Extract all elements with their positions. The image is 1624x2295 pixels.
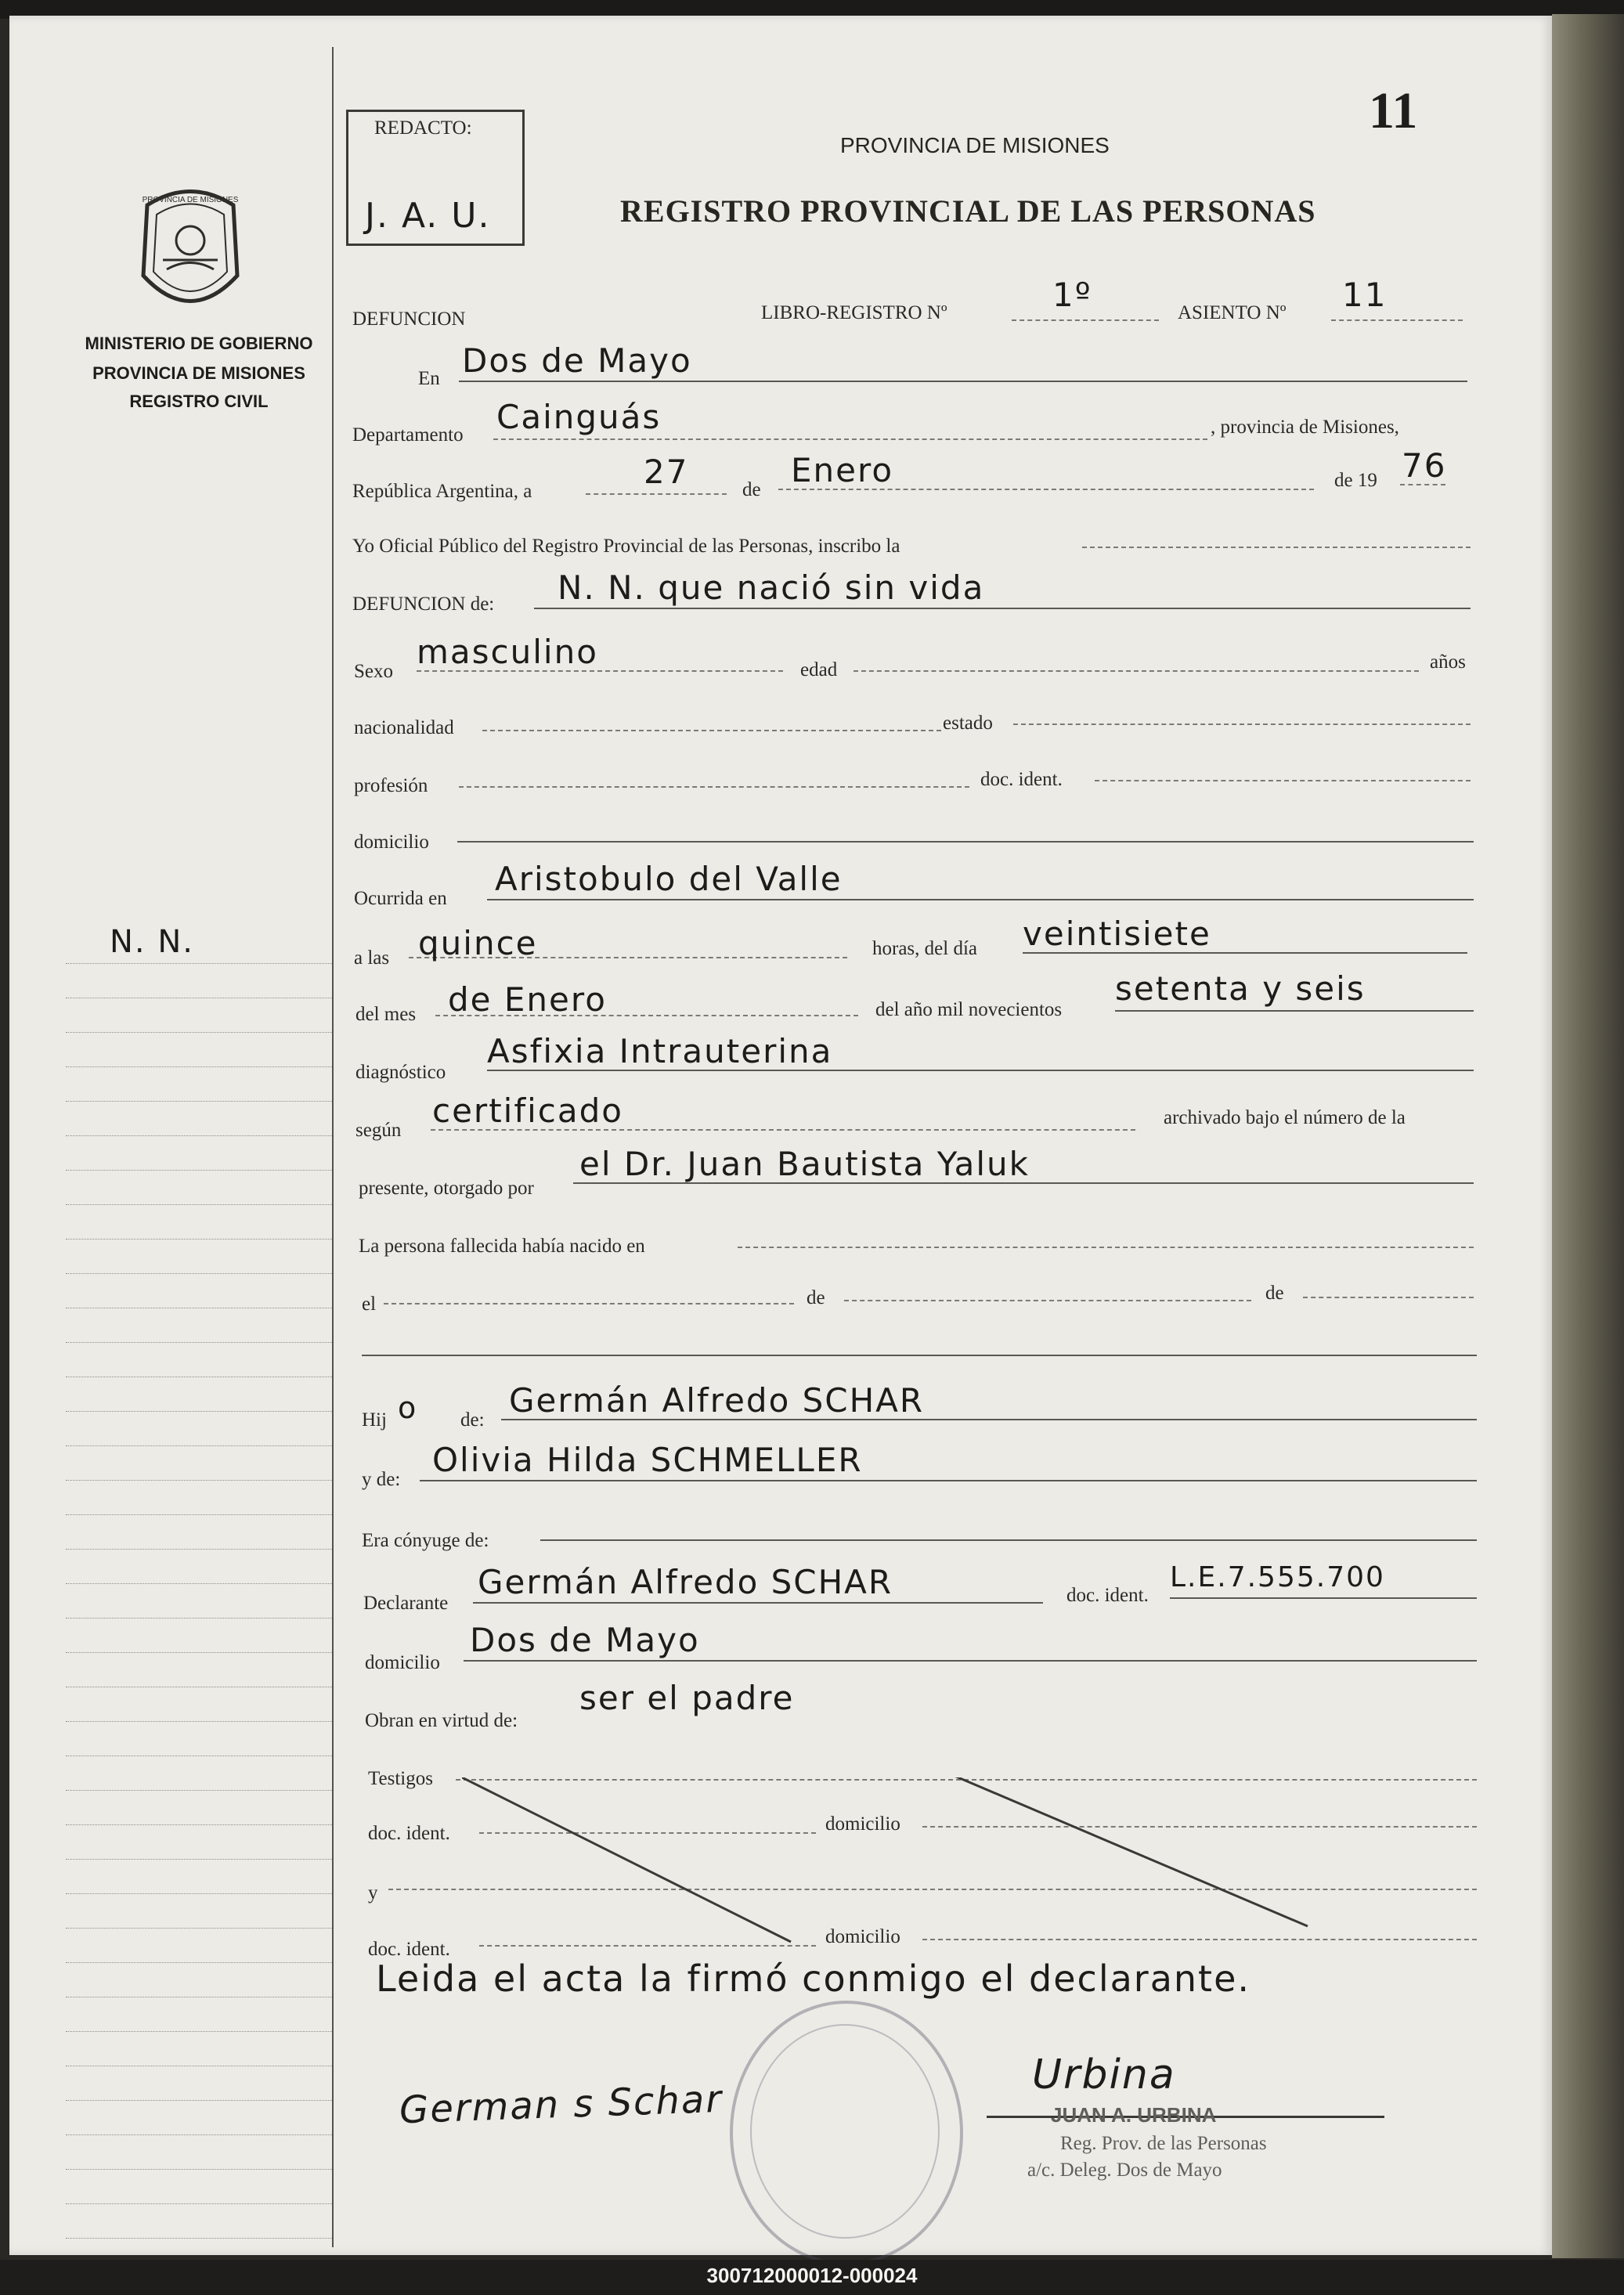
testigos-label: Testigos bbox=[368, 1768, 433, 1789]
decl-domicilio-value: Dos de Mayo bbox=[470, 1621, 700, 1659]
libro-value: 1º bbox=[1052, 276, 1092, 314]
sexo-value: masculino bbox=[417, 633, 598, 671]
margin-ruled-line bbox=[66, 1170, 332, 1171]
margin-ruled-line bbox=[66, 1204, 332, 1205]
day-value: 27 bbox=[644, 453, 689, 491]
departamento-value: Cainguás bbox=[496, 398, 662, 436]
obran-value: ser el padre bbox=[579, 1679, 795, 1717]
margin-ruled-line bbox=[66, 2100, 332, 2101]
provincia-label: , provincia de Misiones, bbox=[1211, 417, 1399, 438]
en-label: En bbox=[418, 368, 440, 389]
departamento-label: Departamento bbox=[352, 424, 464, 446]
testigos-strike-lines bbox=[462, 1777, 1480, 1958]
official-signature: Urbina bbox=[1032, 2051, 1176, 2098]
record-type-label: DEFUNCION bbox=[352, 309, 466, 330]
de-label-3: de bbox=[1265, 1283, 1284, 1304]
ministry-line-1: MINISTERIO DE GOBIERNO bbox=[85, 334, 313, 353]
margin-ruled-line bbox=[66, 1549, 332, 1550]
declarante-signature: German s Schar bbox=[399, 2077, 724, 2133]
t-doc-label: doc. ident. bbox=[368, 1823, 450, 1844]
margin-ruled-line bbox=[66, 1480, 332, 1481]
t-y-label: y bbox=[368, 1882, 378, 1903]
nacionalidad-label: nacionalidad bbox=[354, 717, 454, 738]
ocurrida-label: Ocurrida en bbox=[354, 888, 447, 909]
declarante-value: Germán Alfredo SCHAR bbox=[478, 1563, 893, 1601]
official-stamp-inner bbox=[750, 2024, 940, 2239]
margin-ruled-line bbox=[66, 1445, 332, 1446]
hijo-label-a: Hij bbox=[362, 1409, 387, 1431]
year-label: de 19 bbox=[1334, 470, 1377, 491]
province-heading: PROVINCIA DE MISIONES bbox=[840, 133, 1110, 157]
redacto-value: J. A. U. bbox=[365, 196, 491, 236]
ocurrida-value: Aristobulo del Valle bbox=[495, 860, 843, 898]
margin-ruled-line bbox=[66, 1135, 332, 1136]
margin-ruled-line bbox=[66, 1239, 332, 1240]
presente-value: el Dr. Juan Bautista Yaluk bbox=[579, 1145, 1030, 1183]
dia-value: veintisiete bbox=[1023, 915, 1211, 953]
book-cover-edge bbox=[1552, 14, 1624, 2258]
oficial-text: Yo Oficial Público del Registro Provincial de las Personas, inscribo la bbox=[352, 536, 900, 557]
conyuge-label: Era cónyuge de: bbox=[362, 1530, 489, 1551]
svg-text:PROVINCIA DE MISIONES: PROVINCIA DE MISIONES bbox=[142, 196, 239, 204]
ministry-line-3: REGISTRO CIVIL bbox=[129, 392, 269, 411]
margin-ruled-line bbox=[66, 1962, 332, 1963]
page-title: REGISTRO PROVINCIAL DE LAS PERSONAS bbox=[620, 193, 1316, 229]
y-de-label: y de: bbox=[362, 1469, 401, 1490]
margin-ruled-line bbox=[66, 1790, 332, 1791]
ministry-line-2: PROVINCIA DE MISIONES bbox=[92, 363, 305, 383]
edad-label: edad bbox=[800, 659, 838, 680]
a-las-label: a las bbox=[354, 947, 390, 969]
page-number: 11 bbox=[1369, 82, 1418, 139]
declarante-label: Declarante bbox=[363, 1593, 449, 1614]
diagnostico-value: Asfixia Intrauterina bbox=[487, 1032, 833, 1070]
margin-ruled-line bbox=[66, 1342, 332, 1343]
asiento-value: 11 bbox=[1342, 276, 1388, 314]
t-doc-label-2: doc. ident. bbox=[368, 1939, 450, 1960]
defuncion-de-label: DEFUNCION de: bbox=[352, 594, 495, 615]
mes-value: de Enero bbox=[448, 980, 607, 1019]
diagnostico-label: diagnóstico bbox=[355, 1062, 446, 1083]
defuncion-de-value: N. N. que nació sin vida bbox=[558, 568, 985, 607]
declarante-doc-value: L.E.7.555.700 bbox=[1170, 1561, 1385, 1593]
margin-ruled-line bbox=[66, 1859, 332, 1860]
doc-ident-label: doc. ident. bbox=[980, 769, 1063, 790]
official-name: JUAN A. URBINA bbox=[1051, 2103, 1217, 2127]
el-label: el bbox=[362, 1294, 377, 1315]
archivado-label: archivado bajo el número de la bbox=[1164, 1107, 1406, 1128]
margin-ruled-line bbox=[66, 1032, 332, 1033]
anos-label: años bbox=[1430, 651, 1466, 673]
de-label: de bbox=[742, 479, 761, 500]
obran-label: Obran en virtud de: bbox=[365, 1710, 518, 1731]
republica-label: República Argentina, a bbox=[352, 481, 532, 502]
nacido-label: La persona fallecida había nacido en bbox=[359, 1236, 645, 1257]
margin-ruled-line bbox=[66, 1411, 332, 1412]
margin-ruled-line bbox=[66, 2203, 332, 2204]
declarante-doc-label: doc. ident. bbox=[1066, 1585, 1149, 1606]
del-ano-label: del año mil novecientos bbox=[875, 999, 1063, 1020]
provincial-seal-icon bbox=[132, 182, 249, 323]
horas-label: horas, del día bbox=[872, 938, 977, 959]
t-domicilio-label-2: domicilio bbox=[825, 1926, 900, 1947]
margin-ruled-line bbox=[66, 1652, 332, 1653]
margin-rule bbox=[332, 47, 334, 2247]
estado-label: estado bbox=[943, 713, 993, 734]
closing-text: Leida el acta la firmó conmigo el declarante. bbox=[376, 1958, 1251, 2000]
domicilio-label: domicilio bbox=[354, 832, 429, 853]
image-id-caption: 300712000012-000024 bbox=[706, 2264, 918, 2287]
place-value: Dos de Mayo bbox=[462, 341, 692, 380]
asiento-label: ASIENTO Nº bbox=[1178, 302, 1287, 323]
margin-ruled-line bbox=[66, 2238, 332, 2239]
margin-note: N. N. bbox=[110, 924, 194, 960]
redacto-label: REDACTO: bbox=[374, 117, 472, 139]
libro-label: LIBRO-REGISTRO Nº bbox=[761, 302, 947, 323]
sexo-label: Sexo bbox=[354, 661, 393, 682]
decl-domicilio-label: domicilio bbox=[365, 1652, 440, 1673]
margin-ruled-line bbox=[66, 1583, 332, 1584]
hora-value: quince bbox=[418, 924, 538, 962]
hijo-label-b: de: bbox=[460, 1409, 485, 1431]
t-domicilio-label: domicilio bbox=[825, 1813, 900, 1835]
margin-ruled-line bbox=[66, 1514, 332, 1515]
margin-ruled-line bbox=[66, 1273, 332, 1274]
month-value: Enero bbox=[791, 451, 894, 489]
margin-ruled-line bbox=[66, 1101, 332, 1102]
margin-ruled-line bbox=[66, 2031, 332, 2032]
profesion-label: profesión bbox=[354, 775, 428, 796]
padre-value: Germán Alfredo SCHAR bbox=[509, 1381, 925, 1420]
hijo-suffix: o bbox=[398, 1391, 418, 1425]
presente-label: presente, otorgado por bbox=[359, 1178, 534, 1199]
segun-value: certificado bbox=[432, 1092, 623, 1130]
margin-ruled-line bbox=[66, 2134, 332, 2135]
del-mes-label: del mes bbox=[355, 1004, 417, 1025]
madre-value: Olivia Hilda SCHMELLER bbox=[432, 1441, 863, 1479]
margin-ruled-line bbox=[66, 2169, 332, 2170]
margin-ruled-line bbox=[66, 1066, 332, 1067]
margin-ruled-line bbox=[66, 1928, 332, 1929]
official-title-1: Reg. Prov. de las Personas bbox=[1060, 2133, 1267, 2154]
year-value: 76 bbox=[1402, 446, 1447, 485]
margin-ruled-line bbox=[66, 1893, 332, 1894]
official-title-2: a/c. Deleg. Dos de Mayo bbox=[1027, 2160, 1222, 2181]
ano-value: setenta y seis bbox=[1115, 969, 1366, 1008]
margin-ruled-line bbox=[66, 1824, 332, 1825]
segun-label: según bbox=[355, 1120, 402, 1141]
margin-ruled-line bbox=[66, 963, 332, 964]
de-label-2: de bbox=[807, 1287, 825, 1308]
margin-ruled-line bbox=[66, 1721, 332, 1722]
